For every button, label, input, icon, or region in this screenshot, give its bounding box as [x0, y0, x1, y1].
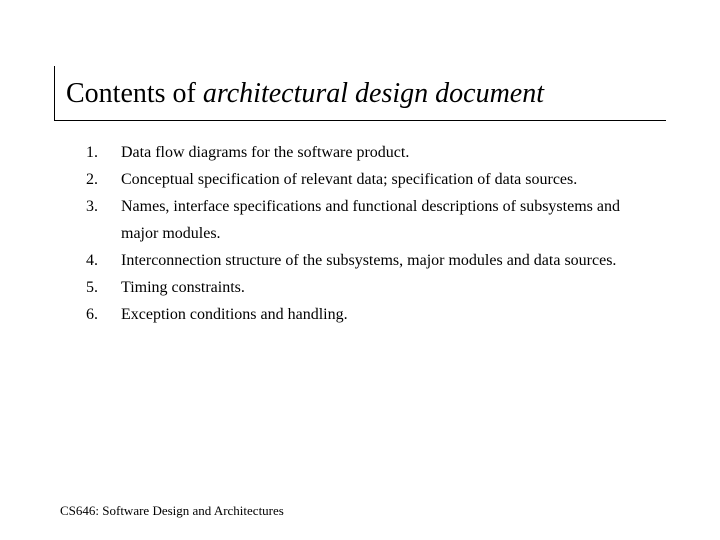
list-item-text: Interconnection structure of the subsystems, major modules and data sources.	[121, 252, 617, 269]
list-item-number: 5.	[86, 279, 98, 296]
list-item	[60, 139, 660, 166]
title-rule-vertical	[54, 66, 55, 120]
list-item-number: 3.	[86, 198, 98, 215]
slide-title-italic: architectural design document	[202, 78, 545, 109]
list-item	[60, 274, 660, 301]
list-item-text: Names, interface specifications and functional descriptions of subsystems and major modules.	[121, 198, 620, 242]
list-item	[60, 193, 660, 247]
list-item-text: Exception conditions and handling.	[121, 306, 348, 323]
slide-title	[66, 74, 544, 114]
list-item-number: 6.	[86, 306, 98, 323]
list-item	[60, 301, 660, 328]
slide-title-plain: Contents of	[66, 78, 203, 109]
slide-footer: CS646: Software Design and Architectures	[60, 503, 284, 518]
list-item-text: Data flow diagrams for the software product.	[121, 144, 410, 161]
numbered-list	[60, 139, 660, 328]
list-item	[60, 247, 660, 274]
title-rule-horizontal	[54, 120, 666, 121]
list-item	[60, 166, 660, 193]
list-item-number: 4.	[86, 252, 98, 269]
list-item-text: Conceptual specification of relevant data; specification of data sources.	[121, 171, 578, 188]
list-item-number: 1.	[86, 144, 98, 161]
list-item-text: Timing constraints.	[121, 279, 245, 296]
list-item-number: 2.	[86, 171, 98, 188]
